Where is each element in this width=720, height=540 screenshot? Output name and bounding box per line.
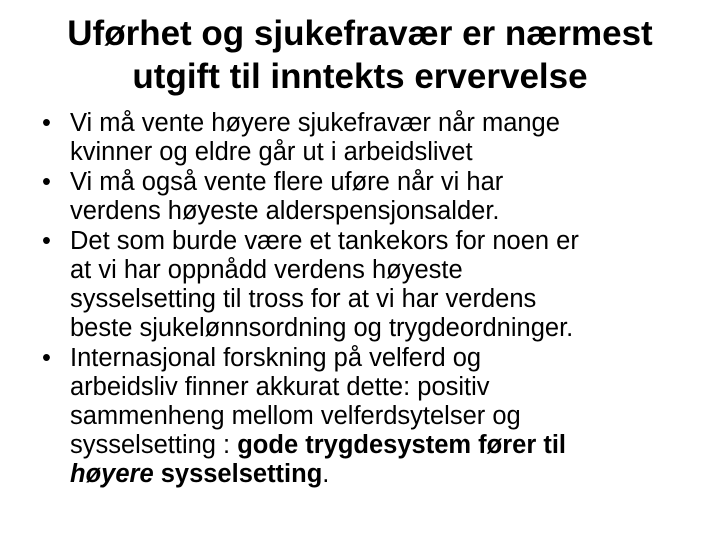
slide-title-line-2: utgift til inntekts ervervelse xyxy=(132,57,588,96)
bullet-line: kvinner og eldre går ut i arbeidslivet xyxy=(70,138,473,166)
bullet-line: sysselsetting til tross for at vi har verdens xyxy=(70,285,537,313)
bullet-text: sysselsetting : xyxy=(70,431,238,459)
bullet-marker: • xyxy=(42,344,51,372)
bullet-marker: • xyxy=(42,109,51,137)
bullet-item-3 xyxy=(42,227,682,343)
bullet-line: beste sjukelønnsordning og trygdeordninger. xyxy=(70,314,574,342)
slide-title-line-1: Uførhet og sjukefravær er nærmest xyxy=(67,14,653,53)
bullet-line: Vi må vente høyere sjukefravær når mange xyxy=(70,109,560,137)
bullet-line: sammenheng mellom velferdsytelser og xyxy=(70,402,521,430)
bullet-line: at vi har oppnådd verdens høyeste xyxy=(70,256,463,284)
slide-title xyxy=(10,12,710,98)
bullet-line: Internasjonal forskning på velferd og xyxy=(70,344,482,372)
bullet-line: Det som burde være et tankekors for noen er xyxy=(70,227,579,255)
bullet-line-emphasis xyxy=(70,431,682,460)
bullet-line: Vi må også vente flere uføre når vi har xyxy=(70,168,504,196)
bullet-text: . xyxy=(322,460,330,488)
bullet-marker: • xyxy=(42,168,51,196)
bullet-marker: • xyxy=(42,227,51,255)
bullet-list xyxy=(42,109,682,490)
bullet-item-4 xyxy=(42,344,682,489)
bullet-item-1 xyxy=(42,109,682,167)
bullet-line: verdens høyeste alderspensjonsalder. xyxy=(70,197,500,225)
bullet-bold-italic-text: høyere xyxy=(70,460,154,488)
bullet-bold-text: sysselsetting xyxy=(153,460,323,488)
bullet-item-2 xyxy=(42,168,682,226)
bullet-line-emphasis xyxy=(70,460,682,489)
bullet-line: arbeidsliv finner akkurat dette: positiv xyxy=(70,373,490,401)
bullet-bold-text: gode trygdesystem fører til xyxy=(237,431,566,459)
